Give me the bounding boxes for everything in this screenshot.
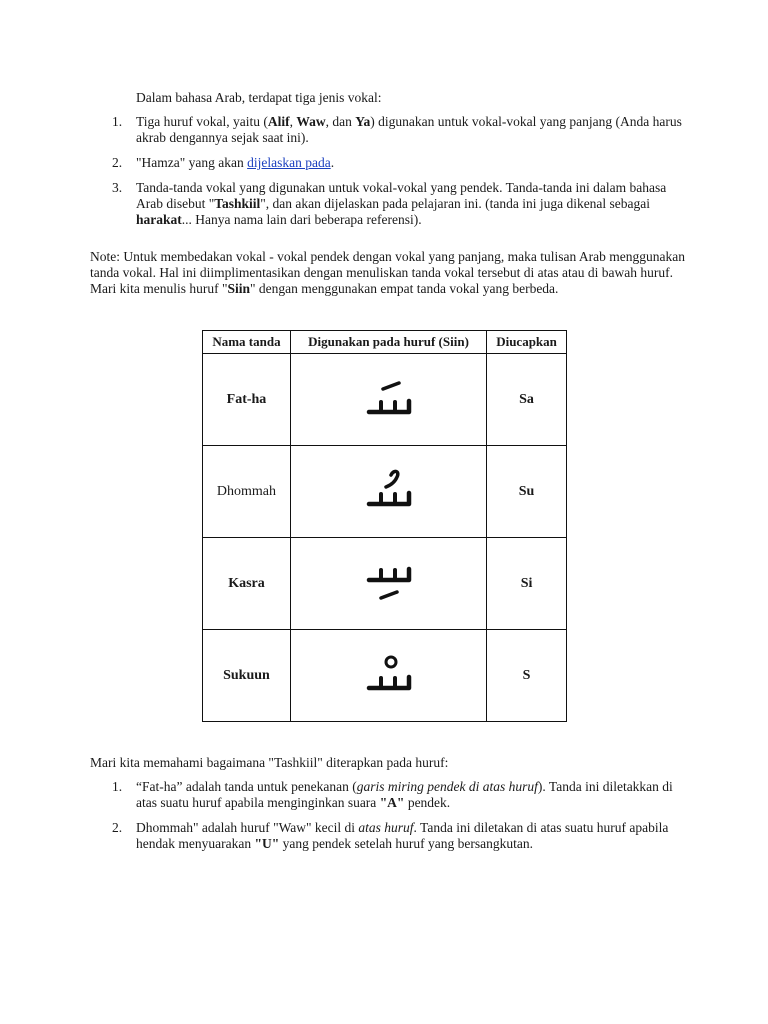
list-item (112, 779, 682, 811)
list-text: "Hamza" yang akan (136, 155, 248, 170)
bold-waw: Waw (296, 114, 326, 129)
siin-sukuun-cell (290, 630, 486, 722)
list-number: 1. (112, 114, 123, 129)
list-text: Tiga huruf vokal, yaitu ( (136, 114, 268, 129)
pronunciation: Sa (487, 354, 567, 446)
table-row (203, 630, 567, 722)
pronunciation: S (487, 630, 567, 722)
italic-text: garis miring pendek di atas huruf (356, 779, 538, 794)
siin-fatha-cell (290, 354, 486, 446)
hamza-link[interactable]: dijelaskan pada (247, 155, 331, 170)
bold-a: "A" (379, 795, 405, 810)
note-text: " dengan menggunakan empat tanda vokal yang berbeda. (250, 281, 559, 296)
pronunciation: Si (487, 538, 567, 630)
list-text: Tanda-tanda vokal yang digunakan untuk vokal-vokal yang pendek. Tanda-tanda ini dalam bahasa Arab disebut " (136, 180, 667, 211)
list-text: ... Hanya nama lain dari beberapa referensi). (181, 212, 422, 227)
list-text: “Fat-ha” adalah tanda untuk penekanan ( (136, 779, 357, 794)
bold-siin: Siin (227, 281, 251, 296)
list-text: Dhommah" adalah huruf "Waw" kecil di (136, 820, 359, 835)
bold-alif: Alif (267, 114, 290, 129)
list-text: . (330, 155, 335, 170)
siin-dhommah-cell (290, 446, 486, 538)
siin-dhommah-glyph (361, 463, 417, 515)
sign-name: Dhommah (203, 446, 291, 538)
tashkiil-list (112, 779, 682, 861)
list-item (112, 155, 682, 171)
sign-name: Fat-ha (203, 354, 291, 446)
italic-text: atas huruf (358, 820, 414, 835)
table-row (203, 354, 567, 446)
list-number: 1. (112, 779, 123, 794)
sign-name: Sukuun (203, 630, 291, 722)
note-paragraph (90, 249, 690, 297)
header-nama-tanda: Nama tanda (203, 331, 291, 354)
siin-kasra-cell (290, 538, 486, 630)
tashkiil-intro: Mari kita memahami bagaimana "Tashkiil" diterapkan pada huruf: (90, 755, 449, 770)
list-text: , dan (325, 114, 356, 129)
list-text: , (289, 114, 297, 129)
list-item (112, 820, 682, 852)
table-row (203, 538, 567, 630)
note-text: Note: Untuk membedakan vokal - vokal pendek dengan vokal yang panjang, maka tulisan Arab menggunakan tanda vokal. Hal ini diimplimentasikan dengan menuliskan tanda vokal tersebut di atas atau di bawah huruf. Mari kita menulis huruf " (90, 249, 685, 296)
list-text: pendek. (404, 795, 451, 810)
bold-tashkiil: Tashkiil (214, 196, 261, 211)
list-text: ) digunakan untuk vokal-vokal yang panjang (Anda harus akrab dengannya sejak saat ini). (136, 114, 682, 145)
list-text: yang pendek setelah huruf yang bersangkutan. (279, 836, 533, 851)
list-item (112, 180, 682, 228)
list-text: ", dan akan dijelaskan pada pelajaran ini. (tanda ini juga dikenal sebagai (260, 196, 651, 211)
siin-fatha-glyph (361, 371, 417, 423)
list-number: 3. (112, 180, 123, 195)
intro-text: Dalam bahasa Arab, terdapat tiga jenis vokal: (136, 90, 382, 105)
bold-harakat: harakat (136, 212, 182, 227)
sign-name: Kasra (203, 538, 291, 630)
vowel-types-list (112, 114, 682, 237)
header-digunakan: Digunakan pada huruf (Siin) (290, 331, 486, 354)
bold-u: "U" (254, 836, 280, 851)
header-diucapkan: Diucapkan (487, 331, 567, 354)
list-text: . Tanda ini diletakan di atas suatu huruf apabila hendak menyuarakan (136, 820, 669, 851)
siin-sukuun-glyph (361, 647, 417, 699)
list-text: ). Tanda ini diletakkan di atas suatu huruf apabila menginginkan suara (136, 779, 673, 810)
table-row (203, 446, 567, 538)
vowel-signs-table (202, 330, 567, 722)
pronunciation: Su (487, 446, 567, 538)
list-number: 2. (112, 155, 123, 170)
list-number: 2. (112, 820, 123, 835)
list-item (112, 114, 682, 146)
siin-kasra-glyph (361, 555, 417, 607)
bold-ya: Ya (355, 114, 371, 129)
table-header-row (203, 331, 567, 354)
